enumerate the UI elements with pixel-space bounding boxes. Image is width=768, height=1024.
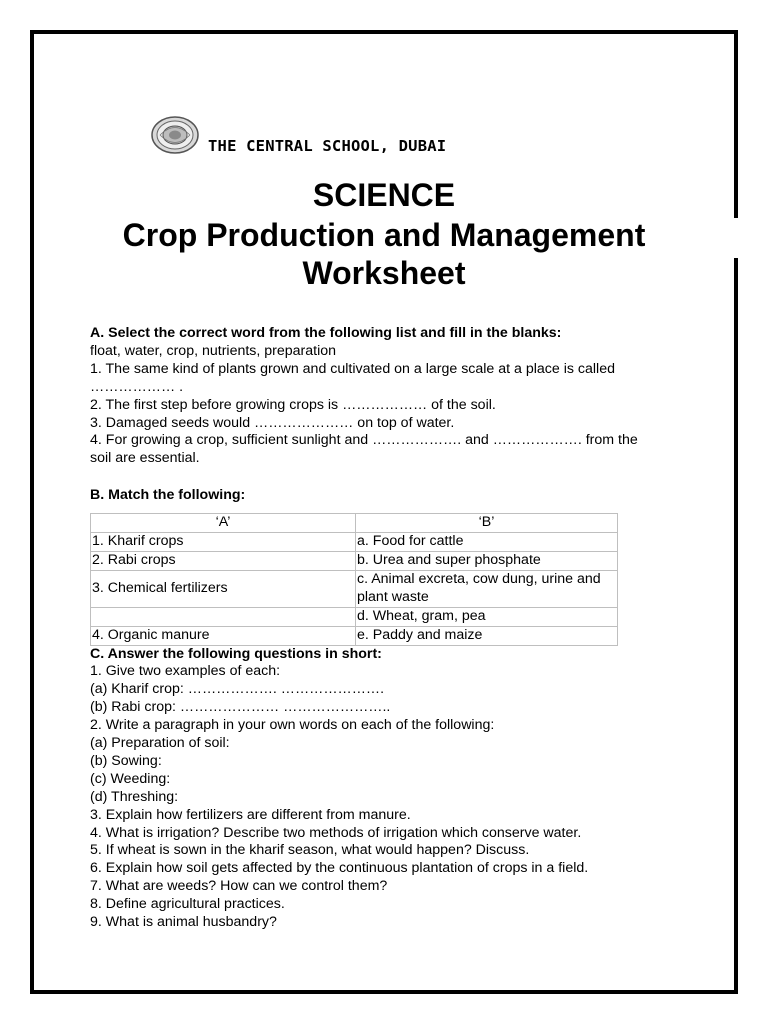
section-c-line: (c) Weeding: [90, 770, 171, 787]
match-table-header [91, 514, 618, 533]
section-c-line: (a) Preparation of soil: [90, 735, 230, 752]
table-row [91, 533, 618, 552]
table-row [91, 551, 618, 570]
section-c-line: 7. What are weeds? How can we control them? [90, 878, 388, 895]
cell-b: e. Paddy and maize [356, 626, 618, 645]
section-a-line: ……………… . [90, 378, 184, 395]
worksheet-content [90, 325, 690, 932]
match-table [90, 513, 618, 645]
section-c-line: 3. Explain how fertilizers are different from manure. [90, 806, 411, 823]
word-list: float, water, crop, nutrients, preparation [90, 342, 337, 359]
cell-b: d. Wheat, gram, pea [356, 607, 618, 626]
title-block [80, 174, 688, 292]
section-c-line: (b) Sowing: [90, 752, 162, 769]
section-c-line: 1. Give two examples of each: [90, 663, 281, 680]
cell-a [91, 607, 356, 626]
cell-a: 1. Kharif crops [91, 533, 356, 552]
section-c-line: (b) Rabi crop: ………………… ………………….. [90, 699, 391, 716]
header-col-b: ‘B’ [356, 514, 618, 533]
section-a-line: 3. Damaged seeds would ………………… on top of water. [90, 414, 455, 431]
border-gap [734, 218, 744, 258]
school-seal-icon [150, 114, 200, 156]
section-c-line: (d) Threshing: [90, 788, 179, 805]
section-a-line: 4. For growing a crop, sufficient sunlight and ………………. and ………………. from the [90, 432, 638, 449]
section-c-line: (a) Kharif crop: ………………. …………………. [90, 681, 385, 698]
section-c-line: 4. What is irrigation? Describe two methods of irrigation which conserve water. [90, 824, 582, 841]
section-c-line: 8. Define agricultural practices. [90, 896, 285, 913]
section-c-line: 9. What is animal husbandry? [90, 914, 277, 931]
section-a-line: 1. The same kind of plants grown and cultivated on a large scale at a place is called [90, 360, 615, 377]
subject-title: SCIENCE [312, 177, 456, 213]
cell-b: c. Animal excreta, cow dung, urine and plant waste [356, 570, 618, 607]
section-c-line: 5. If wheat is sown in the kharif season, what would happen? Discuss. [90, 842, 530, 859]
cell-a: 2. Rabi crops [91, 551, 356, 570]
table-row [91, 626, 618, 645]
cell-b: a. Food for cattle [356, 533, 618, 552]
section-c-line: 2. Write a paragraph in your own words on each of the following: [90, 717, 495, 734]
table-row [91, 607, 618, 626]
header-col-a: ‘A’ [91, 514, 356, 533]
school-header [150, 114, 446, 156]
cell-b: b. Urea and super phosphate [356, 551, 618, 570]
section-b-heading: B. Match the following: [90, 487, 246, 504]
cell-a: 3. Chemical fertilizers [91, 570, 356, 607]
section-c-line: 6. Explain how soil gets affected by the continuous plantation of crops in a field. [90, 860, 589, 877]
topic-title-line2: Worksheet [302, 255, 466, 291]
school-name: THE CENTRAL SCHOOL, DUBAI [208, 137, 447, 155]
section-a-heading: A. Select the correct word from the following list and fill in the blanks: [90, 325, 562, 341]
section-a-line: 2. The first step before growing crops is ……………… of the soil. [90, 396, 496, 413]
section-a-line: soil are essential. [90, 450, 200, 467]
cell-a: 4. Organic manure [91, 626, 356, 645]
topic-title-line1: Crop Production and Management [122, 217, 646, 253]
table-row [91, 570, 618, 607]
section-c-heading: C. Answer the following questions in short: [90, 645, 382, 662]
